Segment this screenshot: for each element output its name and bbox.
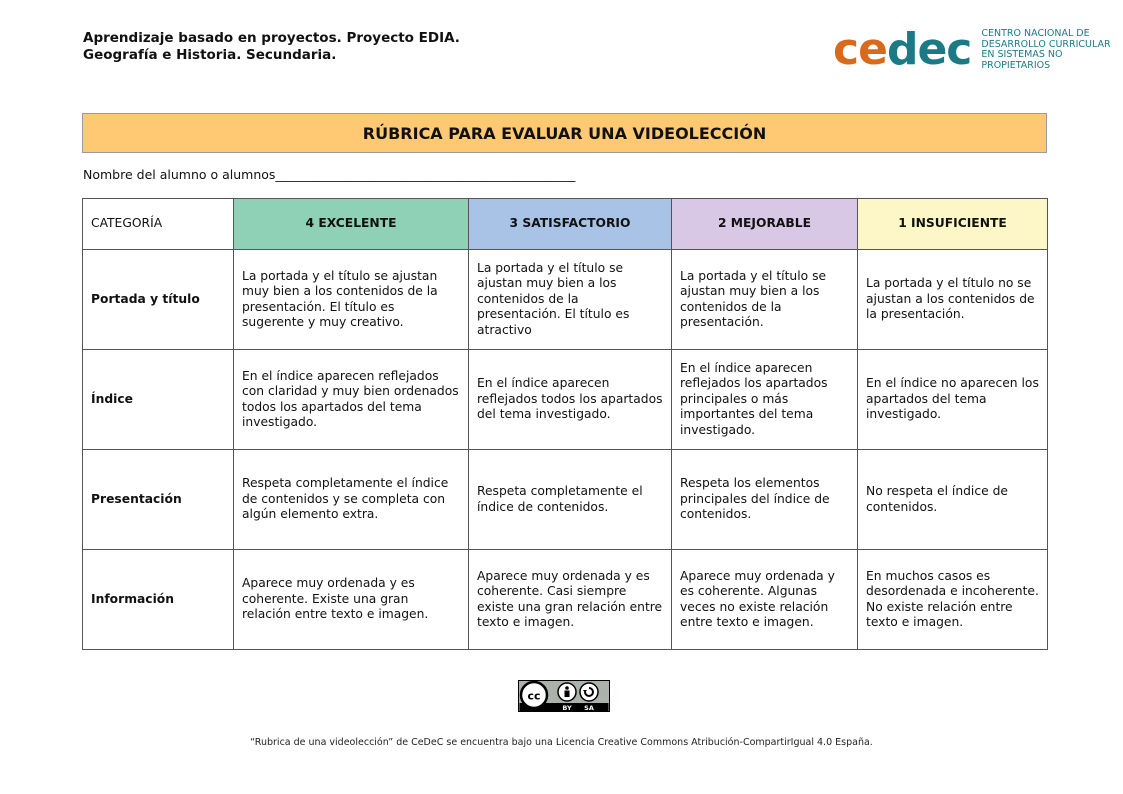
- header-level-3-satisfactorio: 3 SATISFACTORIO: [469, 199, 672, 250]
- student-name-line: Nombre del alumno o alumnos________________________________________________: [83, 167, 576, 182]
- license-text: “Rubrica de una videolección” de CeDeC se encuentra bajo una Licencia Creative Commons Atribución-CompartirIgual 4.0 España.: [250, 737, 873, 748]
- rubric-header-row: [83, 199, 1048, 250]
- table-cell: En el índice no aparecen los apartados del tema investigado.: [858, 350, 1048, 450]
- table-cell: En el índice aparecen reflejados todos los apartados del tema investigado.: [469, 350, 672, 450]
- table-cell: Aparece muy ordenada y es coherente. Casi siempre existe una gran relación entre texto e imagen.: [469, 550, 672, 650]
- cedec-logo-word: [833, 24, 972, 75]
- table-cell: La portada y el título se ajustan muy bien a los contenidos de la presentación.: [672, 250, 858, 350]
- row-category: Presentación: [83, 450, 234, 550]
- header-line-project: Aprendizaje basado en proyectos. Proyecto EDIA.: [83, 30, 460, 46]
- document-header: [83, 30, 460, 64]
- table-cell: En muchos casos es desordenada e incoherente. No existe relación entre texto e imagen.: [858, 550, 1048, 650]
- table-cell: No respeta el índice de contenidos.: [858, 450, 1048, 550]
- table-cell: Respeta los elementos principales del índice de contenidos.: [672, 450, 858, 550]
- table-cell: En el índice aparecen reflejados con claridad y muy bien ordenados todos los apartados del tema investigado.: [234, 350, 469, 450]
- logo-text-line-3: EN SISTEMAS NO PROPIETARIOS: [981, 49, 1063, 71]
- table-cell: Aparece muy ordenada y es coherente. Algunas veces no existe relación entre texto e imagen.: [672, 550, 858, 650]
- logo-letters-ec: ec: [917, 24, 972, 75]
- table-row: [83, 250, 1048, 350]
- cedec-logo: [833, 24, 1123, 75]
- sa-label: SA: [584, 704, 594, 712]
- header-line-subject: Geografía e Historia. Secundaria.: [83, 47, 337, 63]
- cc-by-sa-icon: [518, 680, 610, 712]
- logo-text-line-2: DESARROLLO CURRICULAR: [981, 38, 1111, 50]
- table-row: [83, 450, 1048, 550]
- creative-commons-badge[interactable]: [518, 680, 610, 716]
- row-category: Portada y título: [83, 250, 234, 350]
- by-label: BY: [562, 704, 572, 712]
- header-category: CATEGORÍA: [83, 199, 234, 250]
- logo-text-line-1: CENTRO NACIONAL DE: [981, 28, 1090, 39]
- logo-letter-d: d: [886, 24, 918, 75]
- table-cell: En el índice aparecen reflejados los apartados principales o más importantes del tema investigado.: [672, 350, 858, 450]
- table-cell: La portada y el título se ajustan muy bien a los contenidos de la presentación. El título es sugerente y muy creativo.: [234, 250, 469, 350]
- cc-label: cc: [527, 689, 541, 703]
- header-level-2-mejorable: 2 MEJORABLE: [672, 199, 858, 250]
- row-category: Índice: [83, 350, 234, 450]
- logo-letter-e: e: [858, 24, 887, 75]
- row-category: Información: [83, 550, 234, 650]
- rubric-table: [82, 198, 1048, 650]
- header-level-4-excelente: 4 EXCELENTE: [234, 199, 469, 250]
- header-level-1-insuficiente: 1 INSUFICIENTE: [858, 199, 1048, 250]
- logo-letter-c: c: [833, 24, 859, 75]
- table-cell: Respeta completamente el índice de contenidos.: [469, 450, 672, 550]
- table-cell: Respeta completamente el índice de contenidos y se completa con algún elemento extra.: [234, 450, 469, 550]
- table-cell: La portada y el título no se ajustan a los contenidos de la presentación.: [858, 250, 1048, 350]
- cedec-logo-text: [981, 29, 1123, 71]
- table-row: [83, 550, 1048, 650]
- rubric-title: RÚBRICA PARA EVALUAR UNA VIDEOLECCIÓN: [82, 113, 1047, 153]
- table-cell: La portada y el título se ajustan muy bien a los contenidos de la presentación. El título es atractivo: [469, 250, 672, 350]
- table-cell: Aparece muy ordenada y es coherente. Existe una gran relación entre texto e imagen.: [234, 550, 469, 650]
- table-row: [83, 350, 1048, 450]
